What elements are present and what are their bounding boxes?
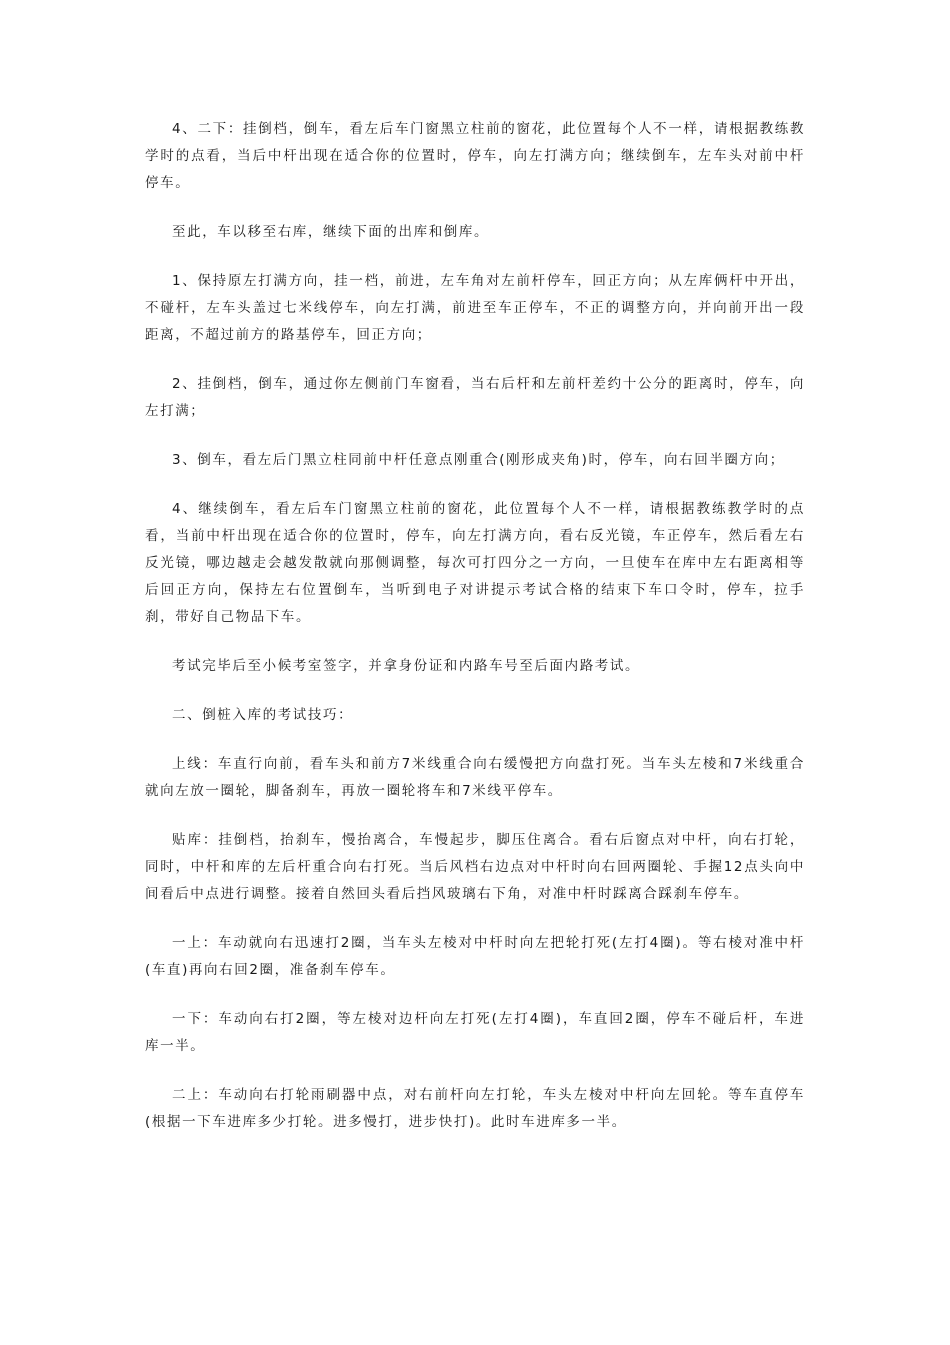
section-heading-reverse-parking: 二、倒桩入库的考试技巧： [172,707,354,723]
paragraph-step-4: 4、继续倒车，看左后车门窗黑立柱前的窗花，此位置每个人不一样，请根据教练教学时的点看，当前中杆出现在适合你的位置时，停车，向左打满方向，看右反光镜，车正停车，然后看左右反光镜，哪边越走会越发散就向那侧调整，每次可打四分之一方向，一旦使车在库中左右距离相等后回正方向，保持左右位置倒车，当听到电子对讲提示考试合格的结束下车口令时，停车，拉手刹，带好自己物品下车。 [145,501,805,625]
paragraph-moved-right: 至此，车以移至右库，继续下面的出库和倒库。 [172,224,490,240]
paragraph-exam-finish: 考试完毕后至小候考室签字，并拿身份证和内路车号至后面内路考试。 [172,658,641,674]
paragraph-step-1: 1、保持原左打满方向，挂一档，前进，左车角对左前杆停车，回正方向；从左库俩杆中开出，不碰杆，左车头盖过七米线停车，向左打满，前进至车正停车，不正的调整方向，并向前开出一段距离，不超过前方的路基停车，回正方向； [145,273,805,343]
paragraph-step-3: 3、倒车，看左后门黑立柱同前中杆任意点刚重合(刚形成夹角)时，停车，向右回半圈方向； [172,452,785,468]
paragraph-step-2: 2、挂倒档，倒车，通过你左侧前门车窗看，当右后杆和左前杆差约十公分的距离时，停车，向左打满； [145,376,805,419]
paragraph-yi-xia: 一下：车动向右打2圈，等左棱对边杆向左打死(左打4圈)，车直回2圈，停车不碰后杆，车进库一半。 [145,1011,805,1054]
paragraph-yi-shang: 一上：车动就向右迅速打2圈，当车头左棱对中杆时向左把轮打死(左打4圈)。等右棱对准中杆(车直)再向右回2圈，准备刹车停车。 [145,935,805,978]
paragraph-er-xia: 4、二下：挂倒档，倒车，看左后车门窗黑立柱前的窗花，此位置每个人不一样，请根据教练教学时的点看，当后中杆出现在适合你的位置时，停车，向左打满方向；继续倒车，左车头对前中杆停车。 [145,121,805,191]
paragraph-shang-xian: 上线：车直行向前，看车头和前方7米线重合向右缓慢把方向盘打死。当车头左棱和7米线重合就向左放一圈轮，脚备刹车，再放一圈轮将车和7米线平停车。 [145,756,805,799]
paragraph-er-shang: 二上：车动向右打轮雨刷器中点，对右前杆向左打轮，车头左棱对中杆向左回轮。等车直停车(根据一下车进库多少打轮。进多慢打，进步快打)。此时车进库多一半。 [145,1087,805,1130]
document-body [145,116,805,1158]
paragraph-tie-ku: 贴库：挂倒档，抬刹车，慢抬离合，车慢起步，脚压住离合。看右后窗点对中杆，向右打轮，同时，中杆和库的左后杆重合向右打死。当后风档右边点对中杆时向右回两圈轮、手握12点头向中间看后中点进行调整。接着自然回头看后挡风玻璃右下角，对准中杆时踩离合踩刹车停车。 [145,832,805,902]
